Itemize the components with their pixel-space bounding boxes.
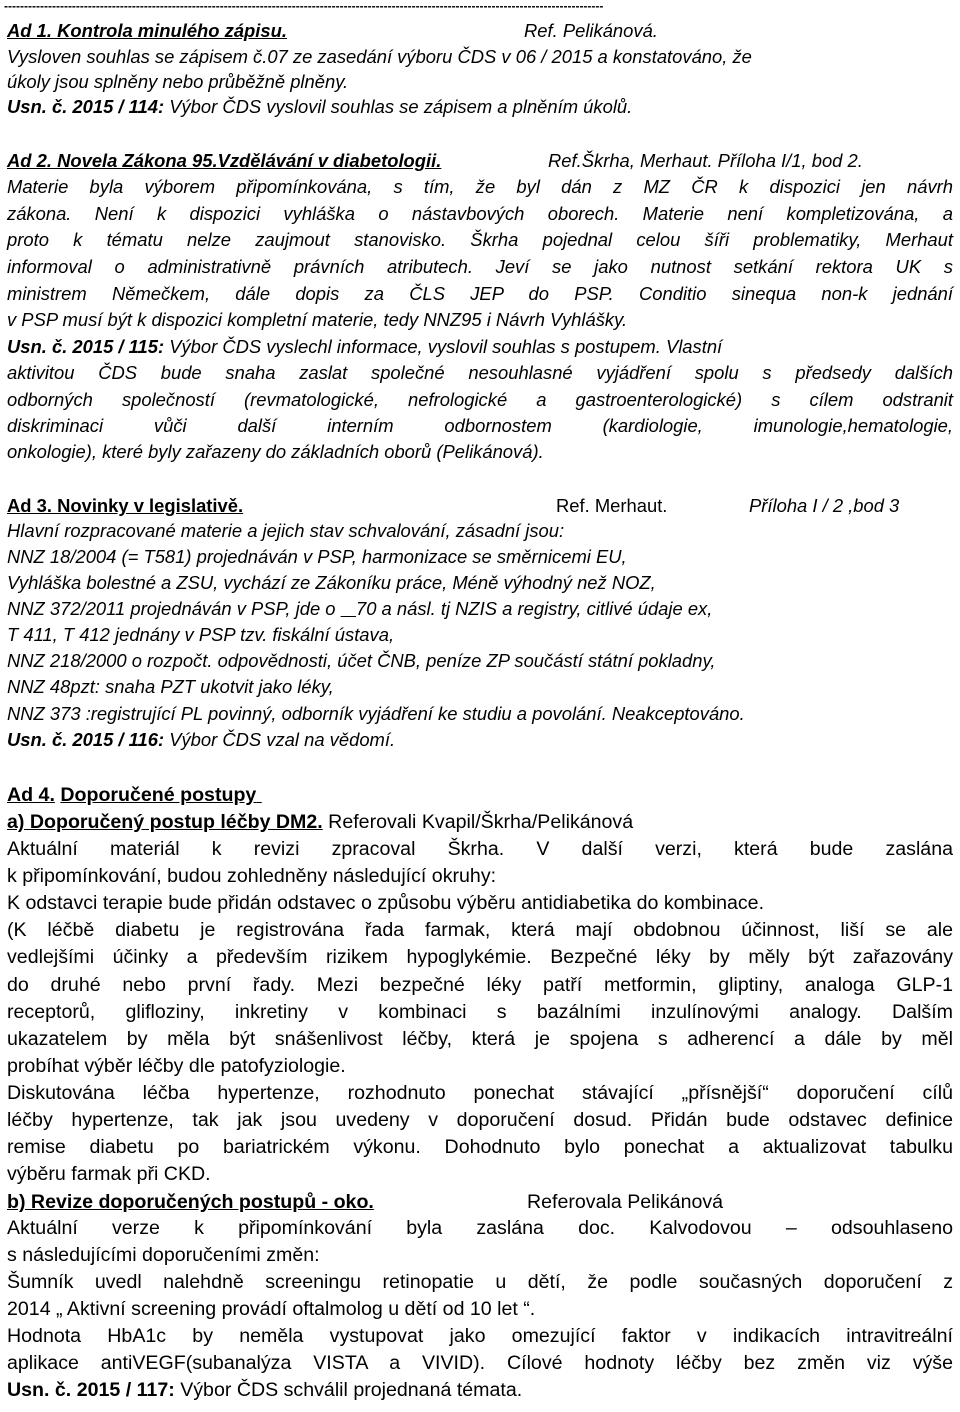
subsection-a-line-10: Diskutována léčba hypertenze, rozhodnuto ponechat stávající „přísnější“ doporučení cílů [7, 1082, 953, 1104]
resolution-number: Usn. č. 2015 / 115: [7, 336, 165, 357]
section-2-line-5: ministrem Němečkem, dále dopis za ČLS JEP do PSP. Conditio sinequa non-k jednání [7, 283, 953, 304]
section-3-line-4 [7, 600, 712, 618]
section-3-line-7: NNZ 48pzt: snaha PZT ukotvit jako léky, [7, 676, 334, 697]
subsection-a-title: a) Doporučený postup léčby DM2. [7, 811, 323, 833]
section-1-title: Ad 1. Kontrola minulého zápisu. [7, 20, 287, 41]
section-2-line-6: v PSP musí být k dispozici kompletní materie, tedy NNZ95 i Návrh Vyhlášky. [7, 309, 628, 330]
section-3-line-1: Hlavní rozpracované materie a jejich stav schvalování, zásadní jsou: [7, 520, 565, 541]
subsection-a-line-12: remise diabetu po bariatrickém výkonu. Dohodnuto bylo ponechat a aktualizovat tabulku [7, 1136, 953, 1158]
section-3-line-6: NNZ 218/2000 o rozpočt. odpovědnosti, účet ČNB, peníze ZP součástí státní pokladny, [7, 650, 716, 671]
subsection-b-ref: Referovala Pelikánová [527, 1191, 724, 1213]
resolution-text: Výbor ČDS vyslovil souhlas se zápisem a plněním úkolů. [164, 96, 633, 117]
section-2-ref: Ref.Škrha, Merhaut. Příloha I/1, bod 2. [548, 150, 863, 171]
subsection-a-heading [7, 813, 633, 833]
subsection-a-line-1: Aktuální materiál k revizi zpracoval Škrha. V další verzi, která bude zaslána [7, 838, 953, 860]
section-2-resolution [7, 338, 722, 356]
section-3-line-2: NNZ 18/2004 (= T581) projednáván v PSP, harmonizace se směrnicemi EU, [7, 546, 627, 567]
section-3-attachment: Příloha I / 2 ,bod 3 [749, 495, 900, 516]
section-1-line-2: úkoly jsou splněny nebo průběžně plněny. [7, 71, 349, 92]
subsection-a-line-5: vedlejšími účinky a především rizikem hypoglykémie. Bezpečné léky by měly být zařazovány [7, 946, 953, 968]
section-2-line-3: proto k tématu nelze zaujmout stanovisko. Škrha pojednal celou šíři problematiky, Merhaut [7, 229, 953, 250]
subsection-a-ref: Referovali Kvapil/Škrha/Pelikánová [322, 811, 634, 833]
paragraph-sign-blank [341, 598, 356, 619]
section-2-line-8: aktivitou ČDS bude snaha zaslat společné nesouhlasné vyjádření spolu s předsedy dalších [7, 362, 953, 383]
resolution-text: Výbor ČDS vyslechl informace, vyslovil souhlas s postupem. Vlastní [164, 336, 723, 357]
section-3-ref: Ref. Merhaut. [556, 495, 668, 516]
subsection-b-line-1: Aktuální verze k připomínkování byla zaslána doc. Kalvodovou – odsouhlaseno [7, 1217, 953, 1239]
section-4-number: Ad 4. [7, 784, 55, 806]
section-2-line-11: onkologie), které byly zařazeny do základních oborů (Pelikánová). [7, 441, 544, 462]
section-3-line-8: NNZ 373 :registrující PL povinný, odborník vyjádření ke studiu a povolání. Neakceptováno. [7, 703, 745, 724]
section-2-line-4: informoval o administrativně právních atributech. Jeví se jako nutnost setkání rektora UK s [7, 256, 953, 277]
resolution-number: Usn. č. 2015 / 114: [7, 96, 165, 117]
subsection-a-line-4: (K léčbě diabetu je registrována řada farmak, která mají obdobnou účinnost, liší se ale [7, 919, 953, 941]
section-3-line-5: T 411, T 412 jednány v PSP tzv. fiskální ústava, [7, 624, 395, 645]
subsection-a-line-2: k připomínkování, budou zohledněny následující okruhy: [7, 865, 497, 887]
subsection-b-line-4: 2014 „ Aktivní screening provádí oftalmolog u dětí od 10 let “. [7, 1298, 536, 1320]
subsection-a-line-11: léčby hypertenze, tak jak jsou uvedeny v doporučení dosud. Přidán bude odstavec definice [7, 1109, 953, 1131]
section-3-title: Ad 3. Novinky v legislativě. [7, 495, 244, 516]
subsection-b-line-2: s následujícími doporučeními změn: [7, 1244, 320, 1266]
section-2-line-2: zákona. Není k dispozici vyhláška o nástavbových oborech. Materie není kompletizována, a [7, 203, 953, 224]
line-4-start: NNZ 372/2011 projednáván v PSP, jde o [7, 598, 341, 619]
section-4-heading: Doporučené postupy [60, 784, 257, 806]
section-1-ref: Ref. Pelikánová. [524, 20, 658, 41]
subsection-a-line-3: K odstavci terapie bude přidán odstavec o způsobu výběru antidiabetika do kombinace. [7, 892, 765, 914]
subsection-b-line-5: Hodnota HbA1c by neměla vystupovat jako omezující faktor v indikacích intravitreální [7, 1325, 953, 1347]
section-3-resolution [7, 731, 395, 749]
subsection-a-line-6: do druhé nebo první řady. Mezi bezpečné léky patří metformin, gliptiny, analoga GLP-1 [7, 974, 953, 996]
section-2-line-1: Materie byla výborem připomínkována, s tím, že byl dán z MZ ČR k dispozici jen návrh [7, 176, 953, 197]
subsection-b-line-6: aplikace antiVEGF(subanalýza VISTA a VIVID). Cílové hodnoty léčby bez změn viz výše [7, 1352, 953, 1374]
section-3-line-3: Vyhláška bolestné a ZSU, vychází ze Zákoníku práce, Méně výhodný než NOZ, [7, 572, 656, 593]
resolution-number: Usn. č. 2015 / 116: [7, 729, 165, 750]
subsection-b-line-3: Šumník uvedl nalehdně screeningu retinopatie u dětí, že podle současných doporučení z [7, 1271, 953, 1293]
section-2-line-9: odborných společností (revmatologické, nefrologické a gastroenterologické) s cílem odstranit [7, 389, 953, 410]
subsection-a-line-9: probíhat výběr léčby dle patofyziologie. [7, 1055, 346, 1077]
resolution-text: Výbor ČDS schválil projednaná témata. [174, 1379, 523, 1401]
section-2-line-10: diskriminaci vůči další interním odbornostem (kardiologie, imunologie,hematologie, [7, 415, 953, 436]
section-4-resolution [7, 1381, 522, 1401]
section-4-title [7, 786, 262, 806]
section-1-line-1: Vysloven souhlas se zápisem č.07 ze zasedání výboru ČDS v 06 / 2015 a konstatováno, že [7, 46, 752, 67]
resolution-number: Usn. č. 2015 / 117: [7, 1379, 175, 1401]
subsection-a-line-13: výběru farmak při CKD. [7, 1163, 211, 1185]
subsection-a-line-8: ukazatelem by měla být snášenlivost léčby, která je spojena s adherencí a dále by měl [7, 1028, 953, 1050]
top-dashed-rule: ------------------------------------------------------------------------------------------------------------------------------------------------------ [4, 0, 604, 12]
section-2-title: Ad 2. Novela Zákona 95.Vzdělávání v diabetologii. [7, 150, 442, 171]
subsection-b-title: b) Revize doporučených postupů - oko. [7, 1191, 374, 1213]
resolution-text: Výbor ČDS vzal na vědomí. [164, 729, 396, 750]
subsection-a-line-7: receptorů, glifloziny, inkretiny v kombinaci s bazálními inzulínovými analogy. Dalším [7, 1001, 953, 1023]
section-1-resolution [7, 98, 632, 116]
line-4-end: 70 a násl. tj NZIS a registry, citlivé údaje ex, [355, 598, 713, 619]
